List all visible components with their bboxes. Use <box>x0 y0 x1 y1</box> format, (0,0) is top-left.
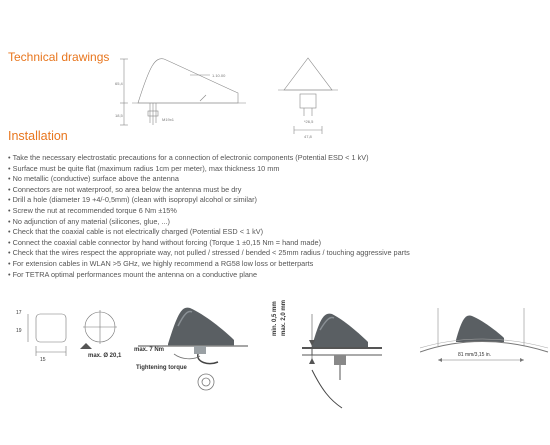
list-item: • For extension cables in WLAN >5 GHz, we highly recommend a RG58 low loss or betterparts <box>8 259 548 270</box>
max-torque-label: max. 7 Nm <box>134 347 165 353</box>
list-item: • Connect the coaxial cable connector by hand without forcing (Torque 1 ±0,15 Nm = hand made) <box>8 238 548 249</box>
antenna-roof-thickness-drawing <box>272 300 382 410</box>
mounting-hole-circle-drawing <box>78 305 128 355</box>
antenna-torque-drawing <box>138 296 248 368</box>
list-item: • Drill a hole (diameter 19 +4/-0,5mm) (clean with isopropyl alcohol or similar) <box>8 195 548 206</box>
max-thickness-label: max. 2,0 mm <box>281 299 287 336</box>
list-item: • Check that the wires respect the appropriate way, not pulled / stressed / bended < 25mm radius / touching aggressive parts <box>8 248 548 259</box>
max-diameter-label: max. Ø 20,1 <box>88 353 122 359</box>
dim-label-19: 19 <box>16 328 22 334</box>
list-item: • Screw the nut at recommended torque 6 Nm ±15% <box>8 206 548 217</box>
list-item: • Take the necessary electrostatic precautions for a connection of electronic components (Potential ESD < 1 kV) <box>8 153 548 164</box>
antenna-curved-roof-drawing <box>420 300 550 370</box>
svg-text:*26,5: *26,5 <box>304 119 314 124</box>
list-item: • Surface must be quite flat (maximum radius 1cm per meter), max thickness 10 mm <box>8 164 548 175</box>
front-view-drawing <box>278 50 338 140</box>
curve-span-label: 81 mm/3,15 in. <box>458 352 492 358</box>
tightening-torque-label: Tightening torque <box>136 365 187 371</box>
installation-instructions-list <box>8 153 548 280</box>
section-heading-installation: Installation <box>8 129 68 143</box>
min-thickness-label: min. 0,5 mm <box>272 301 278 336</box>
list-item: • For TETRA optimal performances mount the antenna on a conductive plane <box>8 270 548 281</box>
list-item: • No adjunction of any material (silicones, glue, ...) <box>8 217 548 228</box>
list-item: • No metallic (conductive) surface above the antenna <box>8 174 548 185</box>
svg-text:18,5: 18,5 <box>115 113 123 118</box>
svg-text:1.10.00: 1.10.00 <box>212 73 226 78</box>
list-item: • Check that the coaxial cable is not electrically charged (Potential ESD < 1 kV) <box>8 227 548 238</box>
nut-icon <box>196 372 216 392</box>
dim-label-17: 17 <box>16 310 22 316</box>
svg-text:65,4: 65,4 <box>115 81 123 86</box>
side-view-drawing <box>110 45 260 137</box>
svg-text:M19x1: M19x1 <box>162 117 175 122</box>
dim-label-15: 15 <box>40 357 46 363</box>
section-heading-technical-drawings: Technical drawings <box>8 50 110 64</box>
svg-text:47,8: 47,8 <box>304 134 312 139</box>
list-item: • Connectors are not waterproof, so area below the antenna must be dry <box>8 185 548 196</box>
